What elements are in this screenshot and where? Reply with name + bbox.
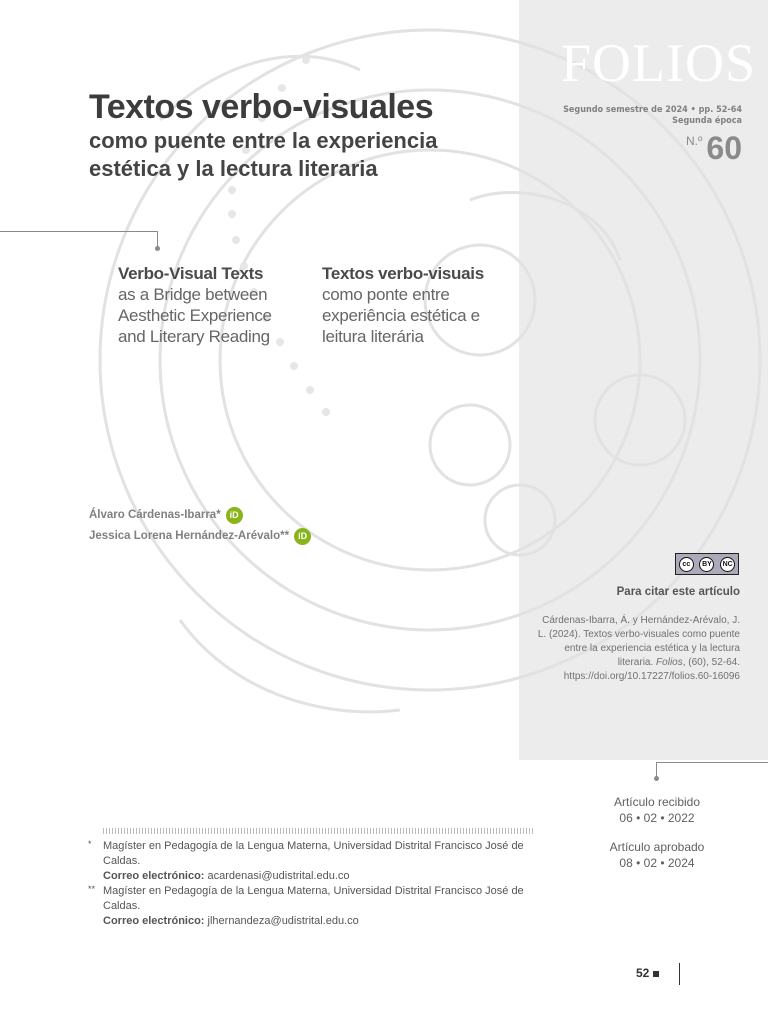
citation-journal: Folios xyxy=(656,657,683,668)
journal-name: FOLIOS xyxy=(560,33,756,93)
citation-line: L. (2024). Textos verbo-visuales como puente xyxy=(537,629,740,640)
approved-date: 08 • 02 • 2024 xyxy=(619,856,695,870)
footnote-divider xyxy=(103,828,535,834)
citation-text xyxy=(522,614,740,684)
issue-period: Segundo semestre de 2024 • pp. 52-64 xyxy=(563,105,742,115)
issue-epoch: Segunda época xyxy=(672,116,742,126)
page-marker-icon xyxy=(653,971,659,977)
author-entry xyxy=(89,526,311,547)
portuguese-title-line: como ponte entre xyxy=(322,285,450,304)
citation-line: entre la experiencia estética y la lectura xyxy=(564,643,740,654)
issue-number-label: N.º xyxy=(686,134,703,148)
citation-heading: Para citar este artículo xyxy=(616,586,740,598)
footnote-email[interactable]: acardenasi@udistrital.edu.co xyxy=(207,870,350,882)
page-number xyxy=(636,966,659,980)
issue-number-value: 60 xyxy=(706,130,742,166)
english-title-heading: Verbo-Visual Texts xyxy=(118,264,264,283)
article-subtitle-line-1: como puente entre la experiencia xyxy=(89,128,438,153)
english-title-line: as a Bridge between xyxy=(118,285,268,304)
footnote xyxy=(88,884,538,929)
footnote-email-row xyxy=(103,869,538,884)
footnote xyxy=(88,839,538,884)
article-dates xyxy=(590,794,724,884)
footnote-email-row xyxy=(103,914,538,929)
portuguese-title xyxy=(322,263,522,347)
portuguese-title-line: leitura literária xyxy=(322,327,424,346)
received-label: Artículo recibido xyxy=(613,795,701,809)
orcid-icon[interactable]: iD xyxy=(294,528,311,545)
article-subtitle-line-2: estética y la lectura literaria xyxy=(89,156,378,181)
connector-dot xyxy=(155,246,160,251)
connector-line xyxy=(656,762,768,763)
creative-commons-license-icon[interactable] xyxy=(675,553,739,575)
footnote-mark: * xyxy=(88,839,92,849)
portuguese-title-line: experiência estética e xyxy=(322,306,480,325)
author-list xyxy=(89,505,311,547)
connector-line xyxy=(0,231,158,232)
citation-line xyxy=(522,656,740,670)
author-entry xyxy=(89,505,311,526)
citation-fragment: , (60), 52-64. xyxy=(682,657,740,668)
page-number-value: 52 xyxy=(636,966,650,980)
article-title: Textos verbo-visuales xyxy=(89,88,434,126)
citation-doi-link[interactable]: https://doi.org/10.17227/folios.60-16096 xyxy=(563,671,740,682)
english-title-line: Aesthetic Experience xyxy=(118,306,272,325)
footnotes xyxy=(88,839,538,929)
approved-label: Artículo aprobado xyxy=(609,840,705,854)
footnote-mark: ** xyxy=(88,884,96,894)
footnote-text: Magíster en Pedagogía de la Lengua Materna, Universidad Distrital Francisco José de Caldas. xyxy=(103,885,524,912)
noncommercial-icon: NC xyxy=(720,557,735,572)
page-divider xyxy=(679,963,680,985)
orcid-icon[interactable]: iD xyxy=(226,507,243,524)
attribution-icon: BY xyxy=(699,557,714,572)
article-title-block xyxy=(89,87,509,183)
footnote-email-label: Correo electrónico: xyxy=(103,870,205,882)
author-name: Jessica Lorena Hernández-Arévalo** xyxy=(89,530,290,542)
footnote-email[interactable]: jlhernandeza@udistrital.edu.co xyxy=(207,915,359,927)
citation-line: Cárdenas-Ibarra, Á. y Hernández-Arévalo, J. xyxy=(542,615,740,626)
author-name: Álvaro Cárdenas-Ibarra* xyxy=(89,509,221,521)
portuguese-title-heading: Textos verbo-visuais xyxy=(322,264,484,283)
received-date: 06 • 02 • 2022 xyxy=(619,811,695,825)
footnote-email-label: Correo electrónico: xyxy=(103,915,205,927)
issue-number xyxy=(686,132,742,164)
citation-fragment: literaria. xyxy=(617,657,654,668)
english-title xyxy=(118,263,318,347)
issue-meta xyxy=(563,105,742,127)
english-title-line: and Literary Reading xyxy=(118,327,270,346)
connector-dot xyxy=(654,776,659,781)
cc-icon: cc xyxy=(679,557,694,572)
footnote-text: Magíster en Pedagogía de la Lengua Materna, Universidad Distrital Francisco José de Caldas. xyxy=(103,840,524,867)
